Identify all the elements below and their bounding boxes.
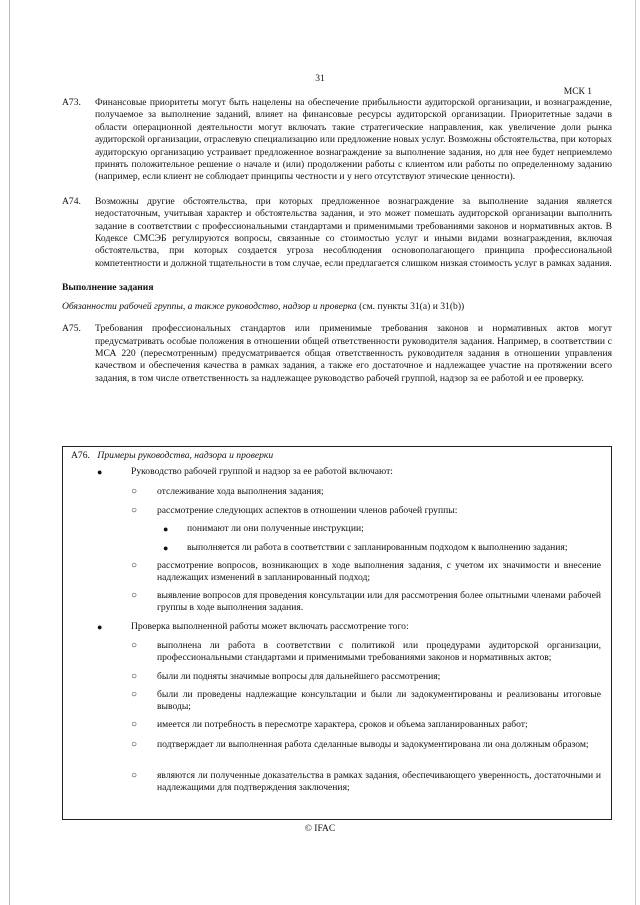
list-item [131,560,601,585]
document-code: МСК 1 [563,87,592,97]
page-edge-left [9,0,10,905]
sub-list-item [163,542,603,554]
list-item-text: были ли подняты значимые вопросы для дальнейшего рассмотрения; [157,671,441,682]
list-item-text: выполнена ли работа в соответствии с политикой или процедурами аудиторской организации, профессиональными стандартами и применимыми требованиями законов и нормативных актов; [157,640,601,664]
paragraph-text: Требования профессиональных стандартов или применимые требования законов и нормативных актов могут предусматривать особые положения в отношении общей ответственности руководителя задания. Например, в соответствии с МСА 220 (пересмотренным) предусматривается общая ответственность руководителя задания в отношении управления качеством и обеспечения качества в рамках задания, а также его достаточное и надлежащее участие на протяжении всего задания, в том числе ответственность за надлежащее руководство рабочей группой, надзор за ее работой и ее проверку. [95,323,612,384]
list-item [131,590,601,615]
paragraph-number: A75. [62,323,81,335]
section-heading: Выполнение задания [62,282,154,294]
list-item [131,505,601,517]
list-item-text: подтверждает ли выполненная работа сделанные выводы и задокументирована ли она должным образом; [157,739,589,750]
sub-list-item-text: понимают ли они полученные инструкции; [187,523,364,534]
bullet-text: Проверка выполненной работы может включать рассмотрение того: [131,621,409,632]
list-item-text: рассмотрение следующих аспектов в отношении членов рабочей группы: [157,505,458,516]
list-item [131,640,601,665]
circle-bullet-icon: ○ [131,505,138,516]
paragraph-a74 [62,196,612,270]
list-item-text: имеется ли потребность в пересмотре характера, сроков и объема запланированных работ; [157,719,528,730]
circle-bullet-icon: ○ [131,671,138,682]
circle-bullet-icon: ○ [131,590,138,601]
bullet-item [97,466,611,478]
paragraph-number: A74. [62,195,81,207]
list-item-text: отслеживание хода выполнения задания; [157,486,324,497]
list-item [131,671,601,683]
page-number: 31 [315,74,325,84]
list-item-text: являются ли полученные доказательства в рамках задания, обеспечивающего уверенность, достаточными и надлежащими для подтверждения заключения; [157,770,601,794]
paragraph-a75 [62,323,612,385]
paragraph-text: Финансовые приоритеты могут быть нацелены на обеспечение прибыльности аудиторской организации, и вознаграждение, получаемое за выполнение заданий, влияет на финансовые ресурсы аудиторской организации. Приоритетные задачи в области операционной деятельности могут включать такие стратегические направления, как увеличение доли рынка аудиторской организации, отраслевую специализацию или предложение новых услуг. Возможны обстоятельства, при которых аудиторскую организацию устраивает предложенное вознаграждение за выполнение задания, но для нее будет неприемлемо принять положительное решение о начале и (или) продолжении работы с клиентом или работы по определенному заданию (например, если клиент не соблюдает принципы честности и у него отсутствуют этические ценности). [95,97,612,183]
bullet-text: Руководство рабочей группой и надзор за ее работой включают: [131,466,393,477]
subheading-reference: (см. пункты 31(a) и 31(b)) [359,300,465,312]
main-content [62,97,612,397]
box-title-text: Примеры руководства, надзора и проверки [97,450,274,461]
subheading [62,301,612,313]
paragraph-text: Возможны другие обстоятельства, при которых предложенное вознаграждение за выполнение задания является недостаточным, учитывая характер и обстоятельства задания, и это может помешать аудиторской организации выполнить задание в соответствии с профессиональными стандартами и применимыми требованиями законов и нормативных актов. В Кодексе СМСЭБ регулируются вопросы, связанные со стоимостью услуг и иными видами вознаграждения, включая обстоятельства, при которых создается угроза несоблюдения основополагающего принципа профессиональной компетентности и должной тщательности в том случае, если предлагается слишком низкая стоимость услуг в рамках задания. [95,195,612,269]
list-item-text: были ли проведены надлежащие консультации и были ли задокументированы и реализованы итоговые выводы; [157,689,601,713]
list-item [131,689,601,714]
list-item [131,739,601,751]
bullet-icon: ● [163,524,169,534]
circle-bullet-icon: ○ [131,719,138,730]
circle-bullet-icon: ○ [131,689,138,700]
list-item [131,770,601,795]
paragraph-number: A73. [62,97,81,108]
paragraph-a73 [62,97,612,184]
bullet-icon: ● [97,467,103,477]
subheading-text: Обязанности рабочей группы, а также руководство, надзор и проверка [62,300,357,312]
footer-copyright: © IFAC [304,824,336,834]
box-title [71,450,273,462]
circle-bullet-icon: ○ [131,739,138,750]
circle-bullet-icon: ○ [131,770,138,781]
list-item-text: выявление вопросов для проведения консультации или для рассмотрения более опытными членами рабочей группы в ходе выполнения задания. [157,590,601,614]
list-item [131,719,601,731]
list-item-text: рассмотрение вопросов, возникающих в ходе выполнения задания, с учетом их значимости и внесение надлежащих изменений в запланированный подход; [157,560,601,584]
page-edge-right [635,0,636,905]
circle-bullet-icon: ○ [131,486,138,497]
circle-bullet-icon: ○ [131,640,138,651]
examples-box [62,446,612,820]
bullet-item [97,621,611,633]
box-number: A76. [71,450,90,461]
circle-bullet-icon: ○ [131,560,138,571]
sub-list-item-text: выполняется ли работа в соответствии с запланированным подходом к выполнению задания; [187,542,568,553]
bullet-icon: ● [97,622,103,632]
list-item [131,486,601,498]
sub-list-item [163,523,603,535]
bullet-icon: ● [163,543,169,553]
